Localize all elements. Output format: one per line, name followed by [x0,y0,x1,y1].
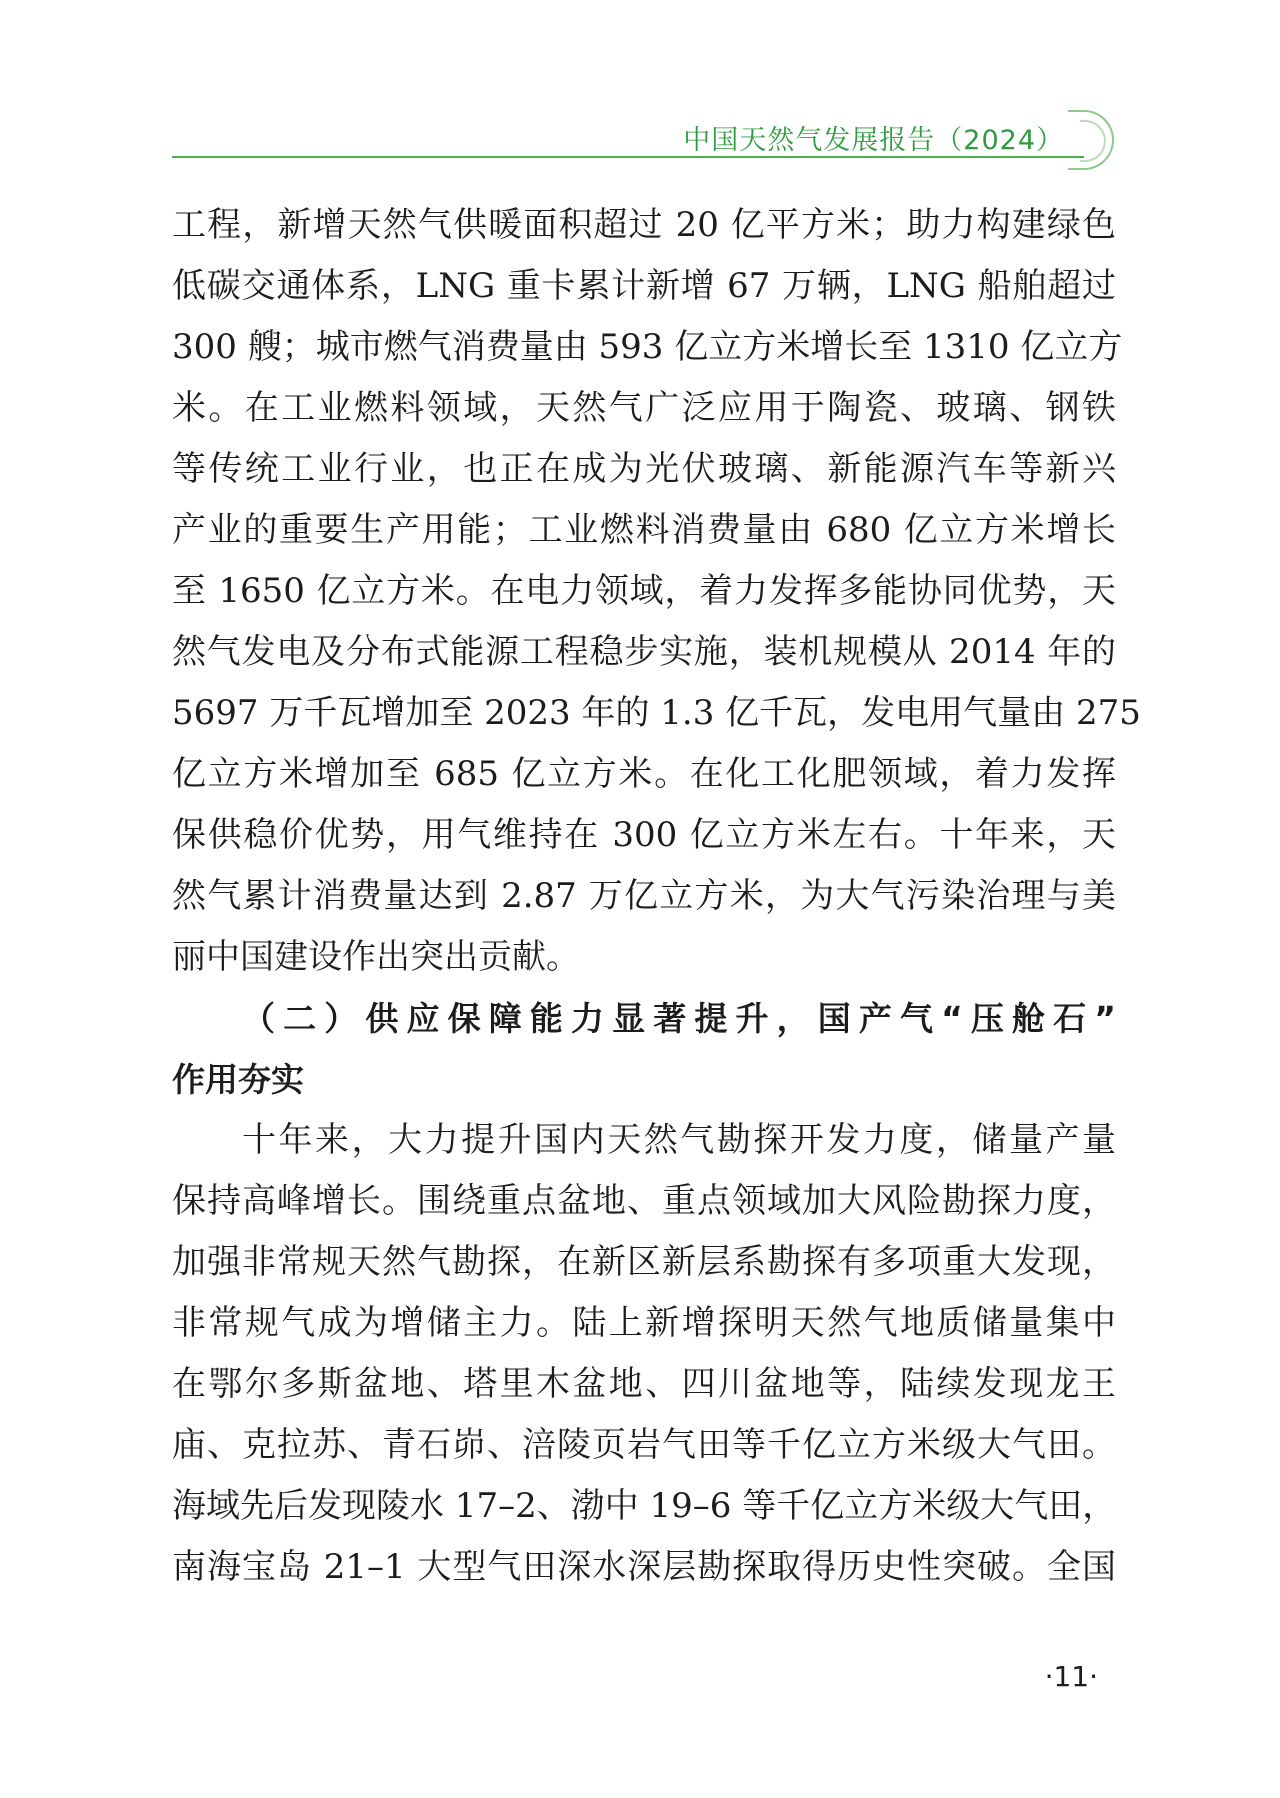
section-heading [172,988,1116,1110]
body-line: 丽中国建设作出突出贡献。 [172,937,580,977]
header-rule [172,156,1084,158]
body-line: 在鄂尔多斯盆地、塔里木盆地、四川盆地等，陆续发现龙王 [172,1364,1116,1404]
body-line: 300 艘；城市燃气消费量由 593 亿立方米增长至 1310 亿立方 [172,327,1123,367]
body-line: 海域先后发现陵水 17–2、渤中 19–6 等千亿立方米级大气田， [172,1486,1117,1526]
header-arc-decoration [1068,110,1114,170]
body-line: 加强非常规天然气勘探，在新区新层系勘探有多项重大发现， [172,1242,1116,1282]
body-line: 然气发电及分布式能源工程稳步实施，装机规模从 2014 年的 [172,632,1116,672]
body-line: 等传统工业行业，也正在成为光伏玻璃、新能源汽车等新兴 [172,449,1116,489]
body-line: 然气累计消费量达到 2.87 万亿立方米，为大气污染治理与美 [172,876,1116,916]
paragraph-consumption [172,195,1141,988]
report-title: 中国天然气发展报告（2024） [683,125,1064,156]
body-line: 产业的重要生产用能；工业燃料消费量由 680 亿立方米增长 [172,510,1116,550]
body-line: 保供稳价优势，用气维持在 300 亿立方米左右。十年来，天 [172,815,1116,855]
body-line: 十年来，大力提升国内天然气勘探开发力度，储量产量 [242,1120,1116,1160]
running-header [172,110,1114,164]
body-line: 低碳交通体系，LNG 重卡累计新增 67 万辆，LNG 船舶超过 [172,266,1116,306]
page-body [172,195,1141,1598]
body-line: 工程，新增天然气供暖面积超过 20 亿平方米；助力构建绿色 [172,205,1116,245]
header-arc-inner-decoration [1080,120,1106,162]
body-line: 非常规气成为增储主力。陆上新增探明天然气地质储量集中 [172,1303,1116,1343]
body-line: 南海宝岛 21–1 大型气田深水深层勘探取得历史性突破。全国 [172,1547,1116,1587]
body-line: 至 1650 亿立方米。在电力领域，着力发挥多能协同优势，天 [172,571,1116,611]
body-line: 5697 万千瓦增加至 2023 年的 1.3 亿千瓦，发电用气量由 275 [172,693,1141,733]
page-number: ·11· [1044,1660,1098,1693]
paragraph-supply [172,1110,1116,1598]
body-line: 保持高峰增长。围绕重点盆地、重点领域加大风险勘探力度， [172,1181,1116,1221]
body-line: 米。在工业燃料领域，天然气广泛应用于陶瓷、玻璃、钢铁 [172,388,1116,428]
section-heading-line: （二）供应保障能力显著提升，国产气“压舱石” [242,999,1116,1038]
body-line: 庙、克拉苏、青石峁、涪陵页岩气田等千亿立方米级大气田。 [172,1425,1116,1465]
body-line: 亿立方米增加至 685 亿立方米。在化工化肥领域，着力发挥 [172,754,1116,794]
section-heading-line: 作用夯实 [172,1060,304,1099]
